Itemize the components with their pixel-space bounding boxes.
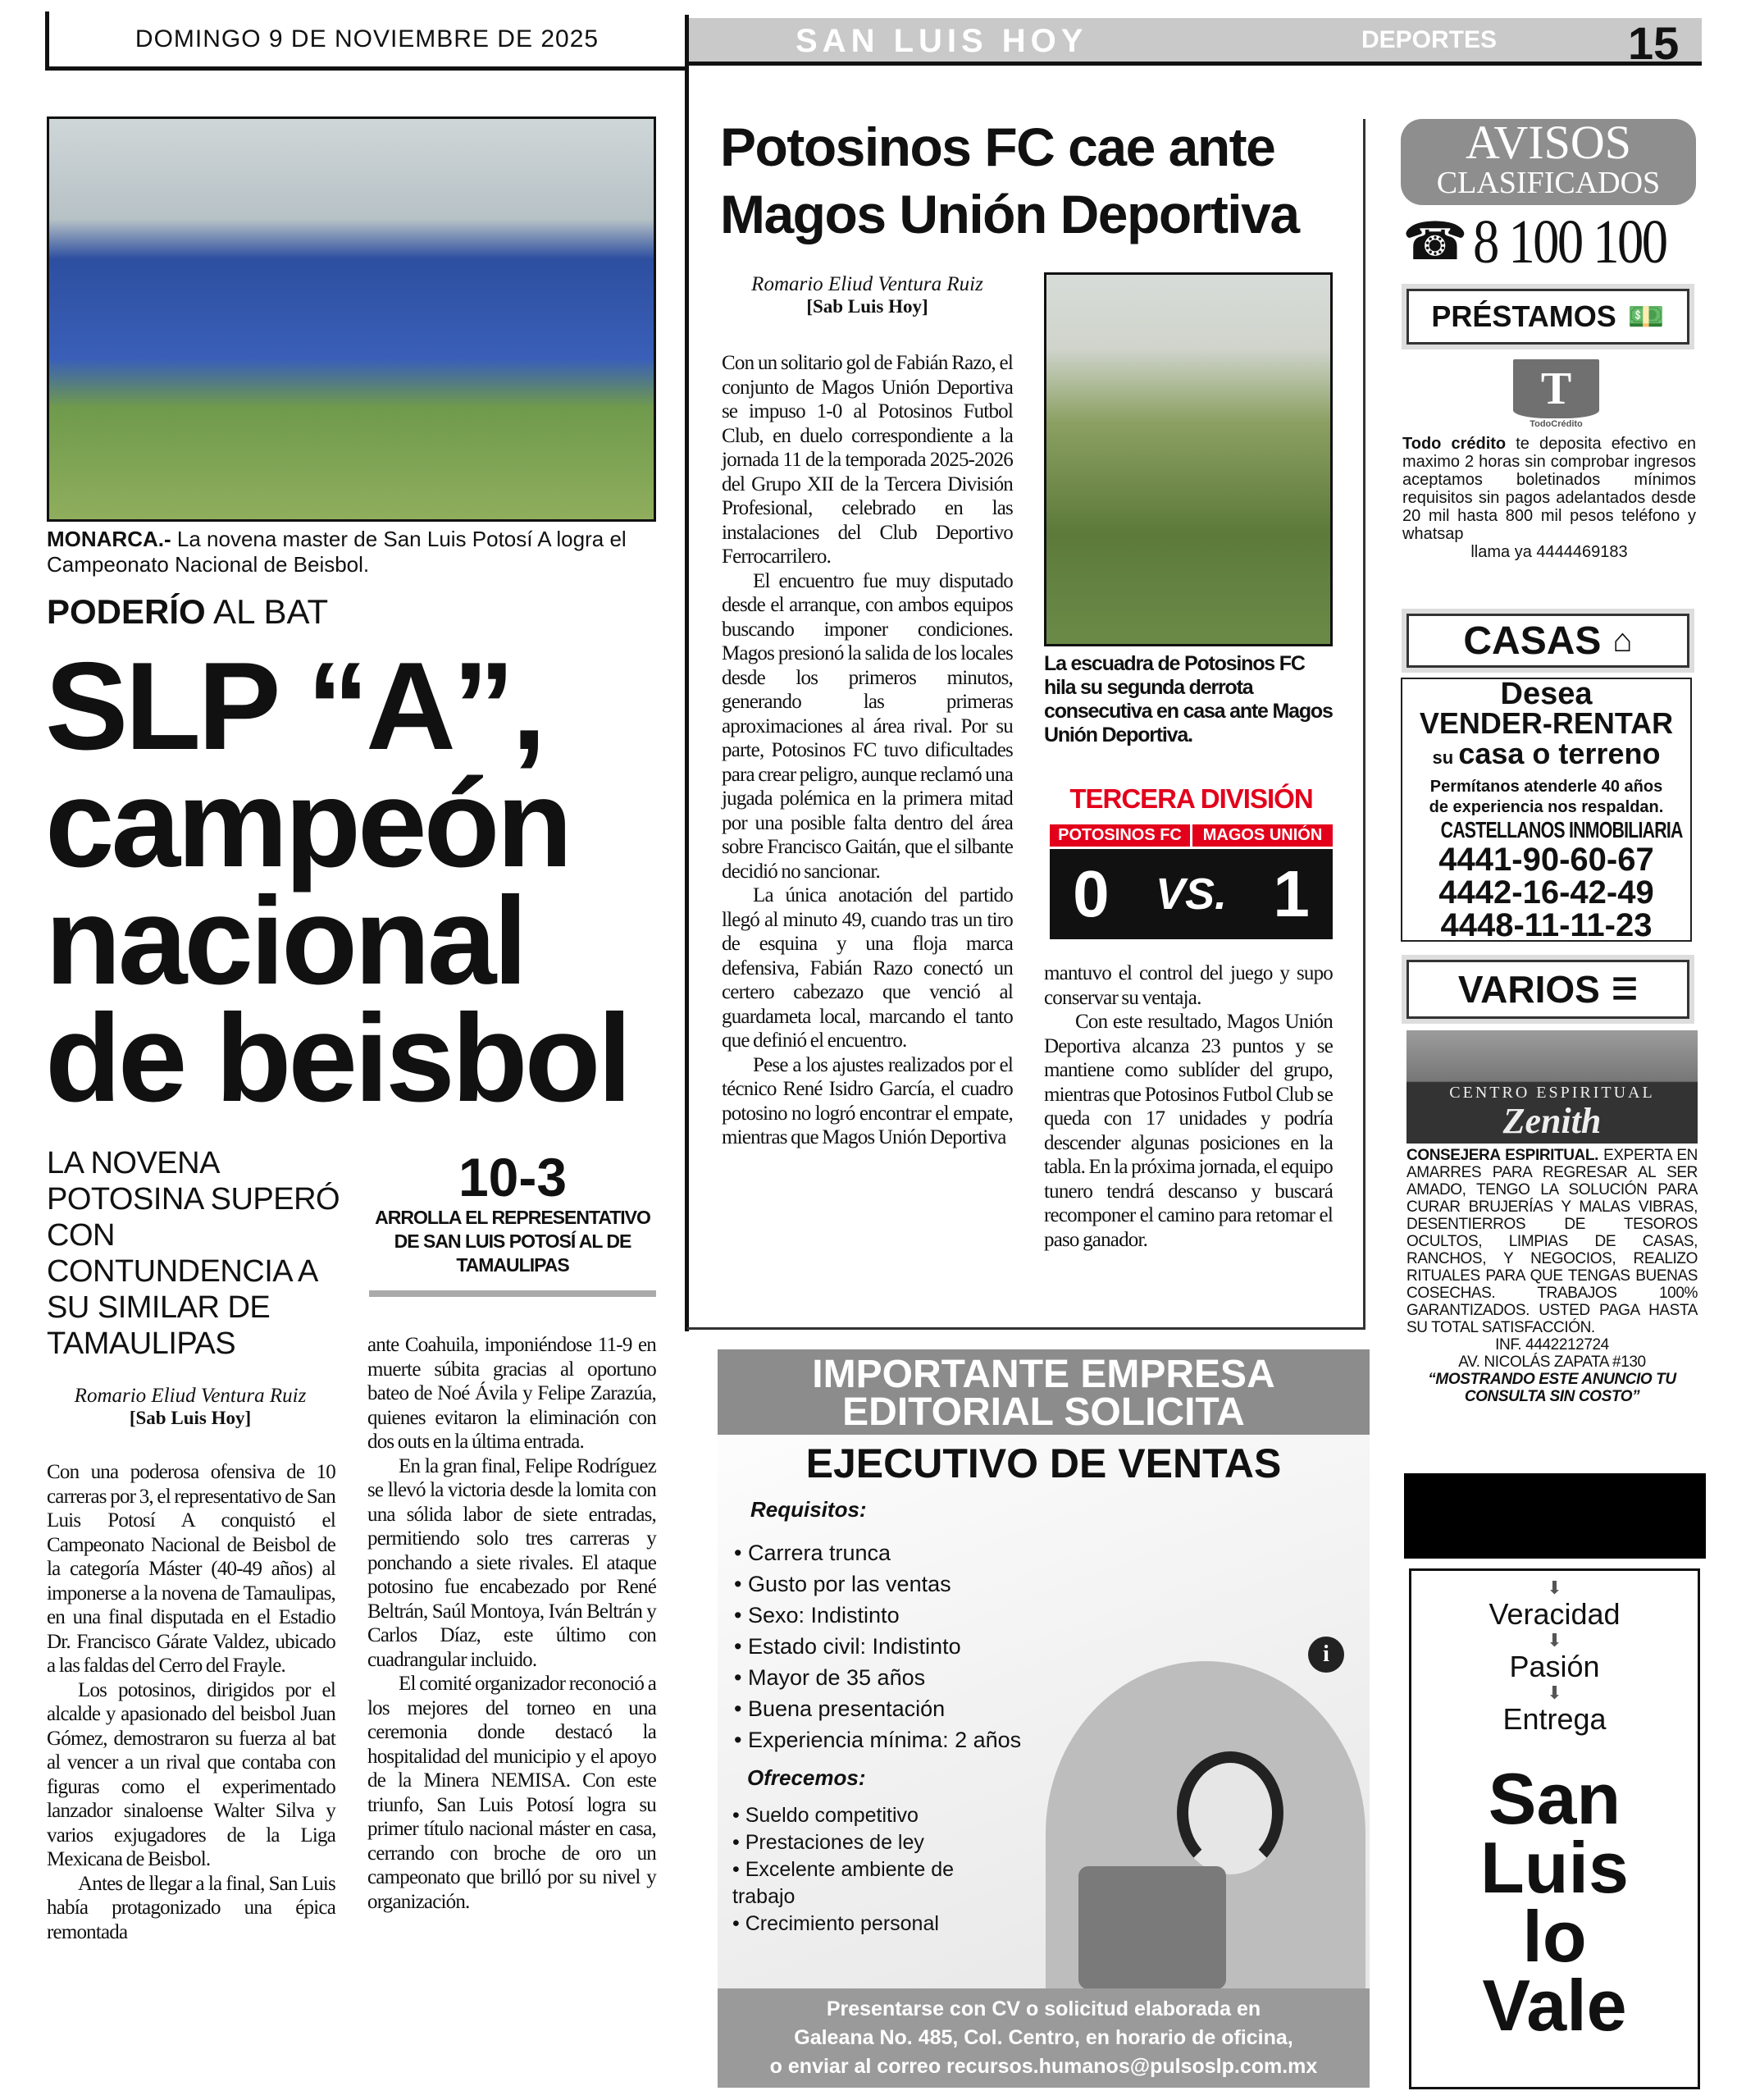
requirement: • Gusto por las ventas	[734, 1572, 951, 1596]
home-team: POTOSINOS FC	[1050, 824, 1190, 847]
classifieds-subtitle: CLASIFICADOS	[1436, 166, 1661, 200]
league-name: TERCERA DIVISIÓN	[1069, 783, 1313, 814]
ad-text: te deposita efectivo en maximo 2 horas sin comprobar ingresos aceptamos boletinados mínimos requisitos sin pagos adelantados desde 20 mil hasta 800 mil pesos teléfono y whatsap	[1402, 435, 1696, 543]
casas-label	[1406, 614, 1689, 668]
paragraph: Con un solitario gol de Fabián Razo, el conjunto de Magos Unión Deportiva se impuso 1-0 al Potosinos Futbol Club, en duelo correspondiente a la jornada 11 de la temporada 2025-2026 del Grupo XII de la Tercera División Profesional, celebrado en las instalaciones del Club Deportivo Ferrocarrilero.	[722, 352, 1013, 568]
casas-text: CASAS	[1463, 619, 1602, 663]
paragraph: La única anotación del partido llegó al minuto 49, cuando tras un tiro de esquina y una floja marca defensiva, Fabián Razo conectó un certero cabezazo que venció al guardameta local, marcando el tanto que definió el encuentro.	[722, 884, 1013, 1052]
money-icon: 💵	[1627, 299, 1665, 333]
requirement: • Carrera trunca	[734, 1541, 891, 1565]
column-divider	[685, 15, 689, 1331]
requirement: • Mayor de 35 años	[734, 1665, 926, 1690]
ad-bold: CONSEJERA ESPIRITUAL.	[1406, 1147, 1598, 1164]
paragraph: Antes de llegar a la final, San Luis había protagonizado una épica remontada	[47, 1872, 335, 1943]
call-center-illustration	[1046, 1641, 1365, 2006]
job-ad-title-line: EDITORIAL SOLICITA	[842, 1390, 1245, 1434]
brand-line: lo	[1522, 1896, 1587, 1977]
requirement: • Estado civil: Indistinto	[734, 1634, 961, 1659]
paragraph: El encuentro fue muy disputado desde el arranque, con ambos equipos buscando imponer condiciones. Magos presionó la salida de los locales desde los primeros minutos, generando las primeras aproximaciones al área rival. Por su parte, Potosinos FC tuvo dificultades para crear peligro, aunque reclamó una jugada polémica en la primera mitad por una posible falta dentro del área sobre Francisco Gaitán, que el silbante decidió no sancionar.	[722, 569, 1013, 883]
page-number: 15	[1628, 17, 1680, 69]
photo-caption: La escuadra de Potosinos FC hila su segunda derrota consecutiva en casa ante Magos Unión Deportiva.	[1044, 652, 1333, 746]
home-score: 0	[1073, 857, 1110, 930]
zenith-ad	[1406, 1147, 1698, 1405]
varios-label	[1406, 960, 1689, 1019]
brand-line: San	[1488, 1758, 1621, 1839]
prestamos-text: PRÉSTAMOS	[1431, 299, 1616, 333]
ad-address: AV. NICOLÁS ZAPATA #130	[1458, 1354, 1646, 1371]
away-team: MAGOS UNIÓN	[1192, 824, 1333, 847]
byline	[47, 1385, 334, 1429]
headline-line: SLP “A”,	[45, 637, 544, 776]
job-ad-footer	[718, 1988, 1370, 2088]
footer-line: Presentarse con CV o solicitud elaborada en	[826, 1997, 1261, 2020]
monitor	[1078, 1866, 1226, 1989]
todocredito-ad	[1402, 435, 1696, 561]
agent-head	[1177, 1751, 1283, 1874]
soccer-headline: Potosinos FC cae ante Magos Unión Deportiva	[720, 116, 1299, 244]
section-divider	[687, 1327, 1365, 1330]
requirement: • Sexo: Indistinto	[734, 1603, 900, 1628]
arrow-down-icon: ⬇	[1547, 1577, 1562, 1598]
list-icon: ☰	[1611, 972, 1639, 1006]
paragraph: Los potosinos, dirigidos por el alcalde y apasionado del beisbol Juan Gómez, demostraron su fuerza al bat al vencer a un rival que contaba con figuras como el experimentado lanzador sinaloense Walter Silva y varios exjugadores de la Liga Mexicana de Beisbol.	[47, 1678, 335, 1870]
brand-line: Vale	[1482, 1965, 1627, 2046]
column-divider	[1363, 119, 1365, 1329]
phone-number: 4442-16-42-49	[1438, 874, 1654, 911]
phone-number: 4441-90-60-67	[1438, 842, 1654, 878]
offer: • Crecimiento personal	[732, 1912, 939, 1935]
outlet: [Sab Luis Hoy]	[129, 1408, 252, 1428]
classifieds-title: AVISOS	[1465, 116, 1631, 169]
away-score: 1	[1273, 857, 1310, 930]
footer-line: Galeana No. 485, Col. Centro, en horario de oficina,	[794, 2026, 1293, 2049]
ad-promo: “MOSTRANDO ESTE ANUNCIO TU CONSULTA SIN COSTO”	[1428, 1371, 1676, 1405]
paragraph: Pese a los ajustes realizados por el técnico René Isidro García, el cuadro potosino no logró encontrar el empate, mientras que Magos Unión Deportiva	[722, 1053, 1013, 1148]
ad-text: EXPERTA EN AMARRES PARA REGRESAR AL SER AMADO, TENGO LA SOLUCIÓN PARA CURAR BRUJERÍAS Y MALAS VIBRAS, DESENTIERROS DE TESOROS OCULTOS, LIMPIAS DE CASAS, RANCHOS, Y NEGOCIOS, REALIZO RITUALES PARA QUE TENGAS BUENAS COSECHAS. TRABAJOS 100% GARANTIZADOS. USTED PAGA HASTA SU TOTAL SATISFACCIÓN.	[1406, 1147, 1698, 1336]
kicker-bold: PODERÍO	[47, 592, 206, 631]
main-headline	[45, 637, 668, 1128]
byline	[722, 273, 1013, 317]
ad-bold: Todo crédito	[1402, 435, 1507, 453]
caption-text: La novena master de San Luis Potosí A logra el Campeonato Nacional de Beisbol.	[47, 527, 627, 577]
job-ad-title-line: IMPORTANTE EMPRESA	[812, 1353, 1275, 1396]
paragraph: ante Coahuila, imponiéndose 11-9 en muerte súbita gracias al oportuno bateo de Noé Ávila y Felipe Zarazúa, quienes evitaron la eliminación con dos outs en la última entrada.	[367, 1334, 656, 1453]
house-icon: ⌂	[1612, 622, 1633, 659]
telephone-icon: ☎	[1402, 212, 1468, 271]
varios-text: VARIOS	[1457, 968, 1600, 1011]
headline-line: nacional	[45, 871, 525, 1011]
caption-lead: MONARCA.-	[47, 527, 171, 551]
article-column	[1044, 961, 1333, 1252]
ad-line: Desea	[1500, 677, 1593, 711]
job-ad	[718, 1349, 1370, 2088]
todocredito-logo-text: TodoCrédito	[1530, 419, 1583, 429]
team-photo	[47, 116, 656, 522]
real-estate-ad	[1401, 678, 1692, 942]
offers-list	[732, 1802, 978, 1938]
issue-date: DOMINGO 9 DE NOVIEMBRE DE 2025	[45, 11, 685, 71]
match-photo	[1044, 272, 1333, 646]
article-column	[367, 1333, 656, 1914]
slogan-word: Entrega	[1502, 1702, 1607, 1736]
ad-line: VENDER-RENTAR	[1419, 706, 1674, 740]
footer-line: o enviar al correo recursos.humanos@pulsoslp.com.mx	[769, 2055, 1318, 2078]
ad-line: casa o terreno	[1458, 737, 1661, 770]
score-caption: ARROLLA EL REPRESENTATIVO DE SAN LUIS POTOSÍ AL DE TAMAULIPAS	[375, 1207, 650, 1276]
article-column	[47, 1460, 335, 1944]
requirement: • Experiencia mínima: 2 años	[734, 1728, 1022, 1752]
info-icon: i	[1308, 1637, 1344, 1673]
todocredito-logo: T	[1513, 359, 1599, 418]
slogan-word: Pasión	[1509, 1650, 1600, 1683]
deck: LA NOVENA POTOSINA SUPERÓ CON CONTUNDENCIA A SU SIMILAR DE TAMAULIPAS	[47, 1146, 340, 1361]
arrow-down-icon: ⬇	[1547, 1682, 1562, 1703]
ad-line: su	[1432, 747, 1459, 768]
brand-line: Luis	[1480, 1827, 1629, 1908]
paragraph: mantuvo el control del juego y supo conservar su ventaja.	[1044, 962, 1333, 1009]
offer: • Prestaciones de ley	[732, 1831, 924, 1854]
prestamos-label	[1406, 289, 1689, 345]
offers-label: Ofrecemos:	[747, 1765, 866, 1790]
zenith-top: CENTRO ESPIRITUAL	[1449, 1084, 1655, 1102]
phone-number: 4448-11-11-23	[1440, 907, 1653, 943]
agency-name: CASTELLANOS INMOBILIARIA	[1440, 817, 1683, 842]
brand-ad	[1409, 1568, 1700, 2089]
headline-line: campeón	[45, 754, 570, 893]
black-ad-block	[1404, 1473, 1706, 1559]
photo-caption	[47, 527, 662, 578]
paragraph: El comité organizador reconoció a los mejores del torneo en una ceremonia donde destacó la hospitalidad del municipio y el apoyo de la Minera NEMISA. Con este triunfo, San Luis Potosí logra su primer título nacional máster en casa, cerrando con broche de oro un campeonato que brilló por su nivel y organización.	[367, 1673, 656, 1913]
offer: • Sueldo competitivo	[732, 1804, 919, 1827]
author: Romario Eliud Ventura Ruiz	[751, 273, 983, 295]
outlet: [Sab Luis Hoy]	[806, 296, 928, 317]
zenith-name: Zenith	[1502, 1101, 1602, 1141]
ad-line: de experiencia nos respaldan.	[1429, 798, 1664, 816]
paragraph: Con una poderosa ofensiva de 10 carreras por 3, el representativo de San Luis Potosí A conquistó el Campeonato Nacional de Beisbol de la categoría Máster (40-49 años) al imponerse a la novena de Tamaulipas, en una final disputada en el Estadio Dr. Francisco Gárate Valdez, ubicado a las faldas del Cerro del Frayle.	[47, 1461, 335, 1677]
section-name: DEPORTES	[1361, 26, 1498, 53]
ad-phone: llama ya 4444469183	[1470, 543, 1628, 561]
kicker-rest: AL BAT	[205, 592, 329, 631]
brand-logo	[1411, 1758, 1698, 2046]
job-position: EJECUTIVO DE VENTAS	[805, 1440, 1282, 1486]
headline-line: de beisbol	[45, 988, 629, 1128]
arrow-down-icon: ⬇	[1547, 1630, 1562, 1650]
requirements-label: Requisitos:	[750, 1497, 867, 1522]
job-ad-title	[718, 1349, 1370, 1435]
paragraph: Con este resultado, Magos Unión Deportiva alcanza 23 puntos y se mantiene como sublíder del grupo, mientras que Potosinos Futbol Club se queda con 17 unidades y podría descender algunas posiciones en la tabla. En la próxima jornada, el equipo tunero tendrá descanso y buscará recomponer el camino para retomar el paso ganador.	[1044, 1011, 1333, 1251]
scoreboard	[1050, 783, 1333, 939]
paragraph: En la gran final, Felipe Rodríguez se llevó la victoria desde la lomita con una sólida labor de siete entradas, permitiendo solo tres carreras y ponchando a siete rivales. El ataque potosino fue encabezado por René Beltrán, Saúl Montoya, Iván Beltrán y Carlos Díaz, este último con cuadrangular incluido.	[367, 1454, 656, 1671]
ad-phone: INF. 4442212724	[1495, 1336, 1609, 1354]
classifieds-phone	[1402, 209, 1698, 275]
vs-label: VS.	[1155, 870, 1228, 919]
offer: • Excelente ambiente de trabajo	[732, 1858, 955, 1908]
requirement: • Buena presentación	[734, 1696, 946, 1721]
zenith-banner	[1406, 1030, 1698, 1144]
final-score: 10-3	[458, 1147, 568, 1208]
score-box	[369, 1148, 656, 1297]
author: Romario Eliud Ventura Ruiz	[74, 1385, 307, 1407]
score-display	[1050, 849, 1333, 939]
newspaper-name: SAN LUIS HOY	[796, 23, 1088, 59]
ad-line: Permítanos atenderle 40 años	[1429, 778, 1663, 796]
slogan-word: Veracidad	[1489, 1597, 1621, 1631]
kicker	[47, 592, 328, 632]
article-column	[722, 351, 1013, 1150]
phone-number: 8 100 100	[1472, 207, 1666, 276]
classifieds-banner	[1401, 116, 1696, 205]
